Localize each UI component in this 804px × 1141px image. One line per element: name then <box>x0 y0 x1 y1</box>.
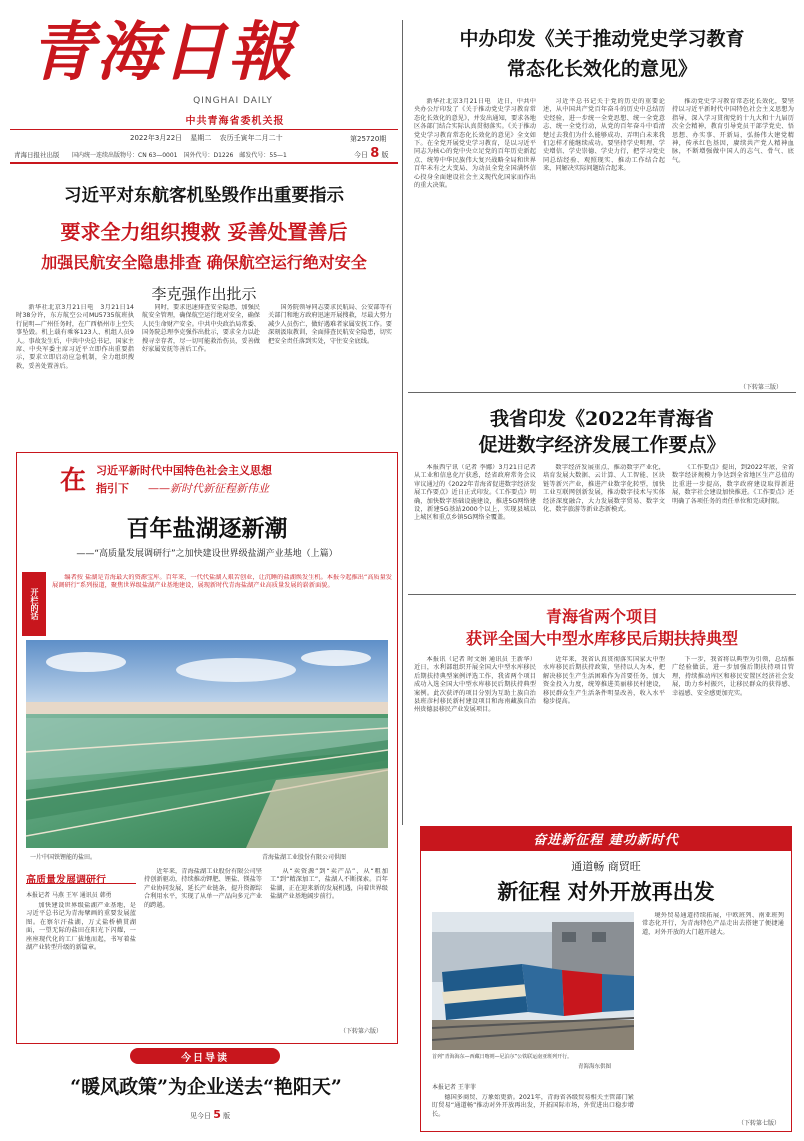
masthead-english: QINGHAI DAILY <box>193 96 273 106</box>
masthead-lunar: 农历壬寅年二月二十 <box>219 134 283 142</box>
lead-col-2 <box>142 304 260 424</box>
feature-tag-text: 高质量发展调研行 <box>26 875 106 886</box>
article1-headline-2: 常态化长效化的意见》 <box>506 58 697 80</box>
guide-label-text: 今日导读 <box>181 1053 229 1064</box>
article3-col-2-text: 近年来，我省认真贯彻落实国家大中型水库移民后期扶持政策，坚持以人为本，把解决移民生产生活困难作为首要任务，加大资金投入力度，统筹推进美丽移民村建设，移民群众生产生活条件明显改善，收入水平稳步提高。 <box>543 656 665 706</box>
lead-kicker: 习近平对东航客机坠毁作出重要指示 <box>64 186 344 206</box>
lead-col-1-text: 新华社北京3月21日电 3月21日14时38分许，东方航空公司MU5735航班执行昆明—广州任务时，在广西梧州市上空失事坠毁。机上载有乘客123人、机组人员9人。事故发生后，中共中央总书记、国家主席、中央军委主席习近平立即作出重要指示，要求立即启动应急机制，全力组织搜救，妥善处置善后。 <box>16 304 134 370</box>
feature-photo-credit: 青海盐湖工业股份有限公司供图 <box>262 854 347 861</box>
feature-col-1 <box>26 902 136 1036</box>
masthead-issue: 第25720期 <box>350 135 387 143</box>
article3-col-1-text: 本报讯（记者 时文娟 通讯员 王新华）近日，水利部组织开展全国大中型水库移民后期扶持典型案例评选工作，我省两个项目成功入选全国大中型水库移民后期扶持典型案例。此次获评的项目分别为互助土族自治县班彦村移民新村建设项目和海南藏族自治州贵德县移民产业发展项目。 <box>414 656 536 714</box>
article4-col-2-text: 境外贸易通道持续拓展，中欧班列、南亚班列常态化开行，为青海特色产品走出去搭建了便捷通道，对外开放的大门越开越大。 <box>642 912 784 936</box>
guide-label <box>130 1048 280 1064</box>
salt-lake-photo-illustration <box>26 640 388 848</box>
article2-col-2 <box>543 464 665 582</box>
lead-headline-1: 要求全力组织搜救 妥善处置善后 <box>60 220 348 244</box>
feature-intro <box>52 574 392 636</box>
masthead-weekday: 星期二 <box>190 134 212 142</box>
article2-col-3 <box>672 464 794 582</box>
feature-tag <box>26 868 136 884</box>
freight-train-photo-illustration <box>432 912 634 1050</box>
article3-col-1 <box>414 656 536 816</box>
article4-byline: 通道畅 商贸旺 <box>571 860 641 873</box>
article4-col-2 <box>642 912 784 1116</box>
article4-photo-credit: 青海海东供图 <box>578 1064 612 1070</box>
feature-sub: ——“高质量发展调研行”之加快建设世界级盐湖产业基地（上篇） <box>76 549 338 559</box>
masthead-publisher: 青海日报社出版 <box>14 151 60 159</box>
article2-col-1 <box>414 464 536 582</box>
article4-banner-text: 奋进新征程 建功新时代 <box>533 833 679 848</box>
feature-banner-1: 习近平新时代中国特色社会主义思想 <box>96 464 272 477</box>
article4-more: （下转第七版） <box>738 1120 781 1127</box>
feature-col-2-text: 近年来，青海盐湖工业股份有限公司坚持创新驱动，持续推动钾肥、锂盐、镁盐等产业协同发展，延长产业链条，提升资源综合利用水平，实现了从单一产品向多元产业的跨越。 <box>144 868 262 909</box>
lead-col-3-text: 国务院领导同志要求民航局、公安部等有关部门和地方政府迅速开展搜救，尽最大努力减少人员伤亡，做好遇难者家属安抚工作。要深刻汲取教训，全面排查民航安全隐患，切实把安全责任落到实处，守住安全底线。 <box>268 304 392 345</box>
article4-col-1 <box>432 1094 634 1126</box>
article2-col-3-text: 《工作要点》提出，到2022年底，全省数字经济规模力争达到全省地区生产总值的比重进一步提高，数字政府建设取得新进展，数字社会建设加快推进。《工作要点》还明确了各项任务的责任单位和完成时限。 <box>672 464 794 505</box>
article1-col-1 <box>414 98 536 363</box>
article4-photo-caption: 首列“青海海东—西藏日喀则—尼泊尔”公铁联运南亚班列开行。 <box>432 1054 573 1060</box>
article2-col-1-text: 本报西宁讯（记者 李娜）3月21日记者从工业和信息化厅获悉，经省政府常务会议审议通过的《2022年青海省促进数字经济发展工作要点》近日正式印发。《工作要点》明确，加快数字基础设施建设，推进5G网络建设，新建5G基站2000个以上，实现县城以上城区和重点乡镇5G网络全覆盖。 <box>414 464 536 522</box>
feature-more: （下转第六版） <box>340 1028 383 1035</box>
guide-headline[interactable]: “暖风政策”为企业送去“艳阳天” <box>70 1076 342 1098</box>
guide-page-pre: 见今日 <box>190 1112 211 1120</box>
pages-unit: 版 <box>381 151 389 159</box>
lead-headline-2: 加强民航安全隐患排查 确保航空运行绝对安全 <box>41 253 367 272</box>
guide-page-num: 5 <box>213 1108 221 1121</box>
guide-page-post: 版 <box>223 1112 231 1120</box>
article3-col-3 <box>672 656 794 816</box>
article3-headline-1: 青海省两个项目 <box>545 607 658 626</box>
masthead-pages <box>354 146 389 161</box>
masthead-title: 青海日報 <box>30 15 294 90</box>
masthead-date: 2022年3月22日 <box>130 134 183 142</box>
feature-photo-caption: 一片中国铁锂能的盐田。 <box>30 854 97 861</box>
article4-col-1-text: 德国多商贸、万象始更新。2021年，青海省各级贸易相关主管部门紧盯贸易“通道畅”推动对外开放再出发，开拓国际市场，外贸进出口稳步增长。 <box>432 1094 634 1118</box>
feature-label-char: 在 <box>60 466 87 496</box>
lead-col-2-text: 同时，要求迅速排查安全隐患，加强民航安全管理，确保航空运行绝对安全，确保人民生命财产安全。中共中央政治局常委、国务院总理李克强作出批示，要求全力以赴搜寻幸存者，尽一切可能救治伤员，妥善做好家属安抚等善后工作。 <box>142 304 260 354</box>
masthead-org: 中共青海省委机关报 <box>185 116 285 127</box>
guide-page-ref[interactable] <box>190 1108 230 1121</box>
article4-reporter: 本报记者 王菲菲 <box>432 1084 476 1091</box>
article3-col-3-text: 下一步，我省将以典型为引领，总结推广经验做法，进一步加强后期扶持项目管理，持续推动库区和移民安置区经济社会发展，助力乡村振兴，让移民群众的获得感、幸福感、安全感更加充实。 <box>672 656 794 697</box>
article4-headline: 新征程 对外开放再出发 <box>497 879 715 904</box>
masthead-logo <box>30 14 330 92</box>
feature-banner <box>60 460 390 498</box>
feature-intro-text: 编者按 盐湖是青海最大的资源宝库。百年来，一代代盐湖人艰苦创业，让沉睡的盐湖焕发生机。本报今起推出“高质量发展调研行”系列报道，聚焦世界级盐湖产业基地建设，展现新时代青海盐湖产业高质量发展的崭新面貌。 <box>52 574 392 590</box>
feature-side-text: 开栏的话 <box>30 588 39 620</box>
lead-sub: 李克强作出批示 <box>151 285 257 303</box>
feature-side-label <box>22 572 46 636</box>
lead-col-1 <box>16 304 134 424</box>
article2-headline-1: 我省印发《2022年青海省 <box>490 408 714 430</box>
article4-photo <box>432 912 634 1050</box>
article3-col-2 <box>543 656 665 816</box>
article1-col-2 <box>543 98 665 363</box>
article1-col-3 <box>672 98 794 353</box>
article3-headline-2: 获评全国大中型水库移民后期扶持典型 <box>465 629 738 648</box>
article4-banner <box>421 827 791 851</box>
pages-count: 8 <box>370 146 380 161</box>
pages-today: 今日 <box>354 151 368 159</box>
feature-banner-3: ——新时代新征程新伟业 <box>148 482 269 495</box>
feature-col-2 <box>144 868 262 1036</box>
lead-col-3 <box>268 304 392 424</box>
article1-col-2-text: 习近平总书记关于党的历史的重要论述，从中国共产党百年奋斗的历史中总结历史经验，进一步统一全党思想、统一全党意志、统一全党行动，从党的百年奋斗中看清楚过去我们为什么能够成功、弄明白未来我们怎样才能继续成功。要坚持学史明理、学史增信、学史崇德、学史力行，把学习党史同总结经验、观照现实、推动工作结合起来，同解决实际问题结合起来。 <box>543 98 665 173</box>
article2-col-2-text: 数字经济发展重点，推动数字产业化，培育发展大数据、云计算、人工智能、区块链等新兴产业，推进产业数字化转型，加快工业互联网创新发展，推动数字技术与实体经济深度融合，大力发展数字贸易、数字文化、数字旅游等新业态新模式。 <box>543 464 665 514</box>
article1-more: （下转第三版） <box>740 384 783 391</box>
article1-col-1-text: 新华社北京3月21日电 近日，中共中央办公厅印发了《关于推动党史学习教育常态化长效化的意见》，并发出通知，要求各地区各部门结合实际认真贯彻落实。《关于推动党史学习教育常态化长效化的意见》全文如下。在全党开展党史学习教育，是以习近平同志为核心的党中央立足党的百年历史新起点、统筹中华民族伟大复兴战略全局和世界百年未有之大变局、为动员全党全国满怀信心投身全面建设社会主义现代化国家而作出的重大决策。 <box>414 98 536 190</box>
feature-col-3-text: 从“卖资源”到“卖产品”，从“粗加工”到“精深加工”，盐湖人不断探索。百年盐湖，正在迎来新的发展机遇，向着世界级盐湖产业基地阔步前行。 <box>270 868 388 901</box>
article1-headline-1: 中办印发《关于推动党史学习教育 <box>459 28 745 50</box>
feature-byline: 本报记者 马燕 王军 通讯员 韩勇 <box>26 892 112 899</box>
article1-col-3-text: 推动党史学习教育常态化长效化，要坚持以习近平新时代中国特色社会主义思想为指导，深入学习贯彻党的十九大和十九届历次全会精神，教育引导党员干部学党史、悟思想、办实事、开新局，弘扬伟大建党精神，传承红色基因，赓续共产党人精神血脉，不断增强做中国人的志气、骨气、底气。 <box>672 98 794 164</box>
feature-headline: 百年盐湖逐新潮 <box>126 515 288 542</box>
masthead-codes: 国内统一连续出版物号：CN 63—0001 国外代号：D1226 邮发代号：55—1 <box>72 152 287 159</box>
feature-photo <box>26 640 388 848</box>
article2-headline-2: 促进数字经济发展工作要点》 <box>478 434 726 456</box>
feature-banner-2: 指引下 <box>96 482 129 495</box>
feature-col-3 <box>270 868 388 1018</box>
feature-col-1-text: 加快建设世界级盐湖产业基地，是习近平总书记为青海擘画的重要发展蓝图。在察尔汗盐湖，万丈盐桥横贯湖面，一望无际的盐田在阳光下闪耀，一座座现代化的工厂拔地而起，书写着盐湖产业转型升级的新篇章。 <box>26 902 136 952</box>
